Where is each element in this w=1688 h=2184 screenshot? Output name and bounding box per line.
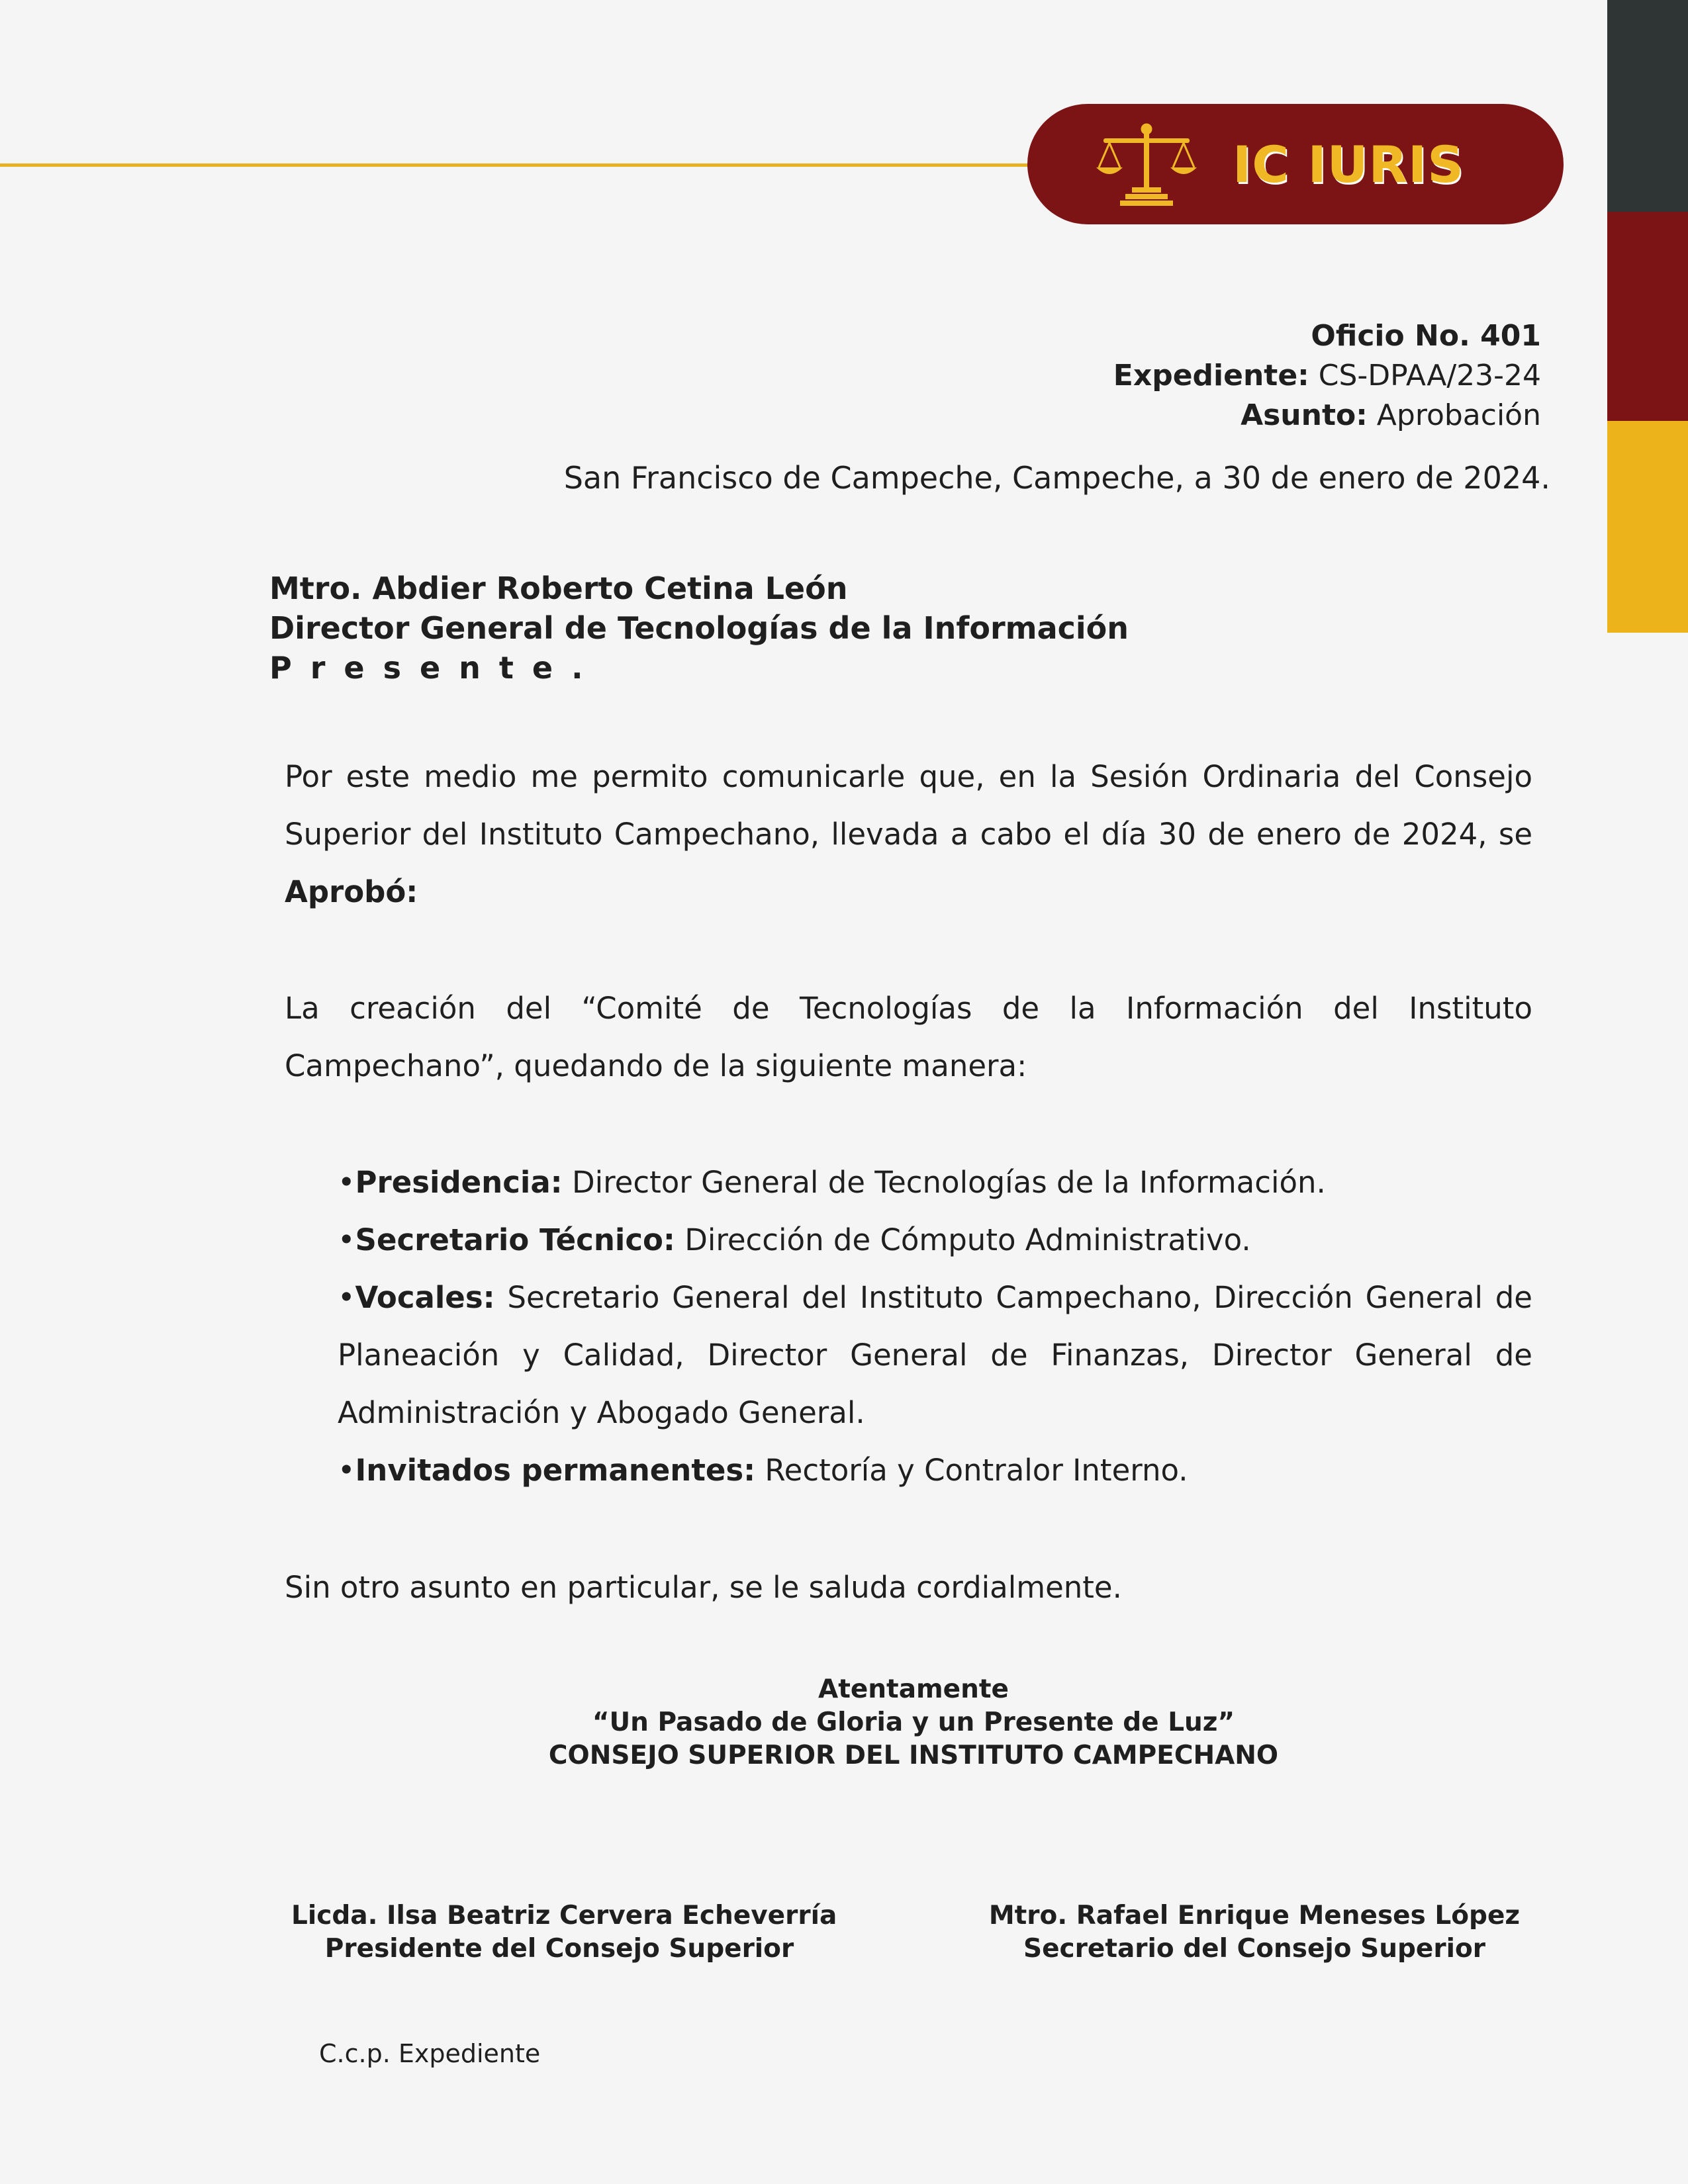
para1-text: Por este medio me permito comunicarle que, en la Sesión Ordinaria del Consejo Superior del Instituto Campechano, llevada a cabo el día 30 de enero de 2024, se (285, 759, 1532, 852)
signature-name-secretary: Mtro. Rafael Enrique Meneses López (988, 1901, 1521, 1931)
council-name: CONSEJO SUPERIOR DEL INSTITUTO CAMPECHANO (548, 1741, 1279, 1770)
motto: “Un Pasado de Gloria y un Presente de Luz” (592, 1707, 1235, 1737)
list-item: •Vocales: Secretario General del Instituto Campechano, Dirección General de Planeación y Calidad, Director General de Finanzas, Director General de Administración y Abogado General. (338, 1280, 1532, 1430)
oficio-number: Oficio No. 401 (1311, 319, 1541, 353)
presente: Presente. (269, 650, 602, 686)
asunto-line (1241, 398, 1541, 432)
scales-of-justice-icon (1094, 121, 1199, 207)
addressee-title: Director General de Tecnologías de la Información (269, 610, 1129, 646)
asunto-value: Aprobación (1367, 398, 1541, 432)
side-bar-dark (1607, 0, 1688, 212)
list-item: •Presidencia: Director General de Tecnologías de la Información. (338, 1165, 1326, 1200)
side-bar-maroon (1607, 212, 1688, 421)
signature-role-secretary: Secretario del Consejo Superior (1023, 1934, 1486, 1964)
para1-bold: Aprobó: (285, 874, 418, 909)
expediente-value: CS-DPAA/23-24 (1309, 359, 1541, 392)
signature-role-president: Presidente del Consejo Superior (324, 1934, 794, 1964)
expediente-line (1113, 359, 1541, 392)
body-paragraph-2: La creación del “Comité de Tecnologías de la Información del Instituto Campechano”, quedando de la siguiente manera: (285, 991, 1532, 1083)
signature-name-president: Licda. Ilsa Beatriz Cervera Echeverría (291, 1901, 837, 1931)
list-item: •Secretario Técnico: Dirección de Cómputo Administrativo. (338, 1222, 1251, 1257)
committee-list (338, 1154, 1532, 1499)
asunto-label: Asunto: (1241, 398, 1368, 432)
atentamente: Atentamente (818, 1674, 1009, 1704)
header-rule (0, 163, 1033, 167)
expediente-label: Expediente: (1113, 359, 1309, 392)
side-bar-yellow (1607, 421, 1688, 633)
brand-name: IC IURIS (1233, 134, 1465, 194)
body-paragraph-1 (285, 748, 1532, 921)
closing-line: Sin otro asunto en particular, se le saluda cordialmente. (285, 1570, 1122, 1605)
place-date: San Francisco de Campeche, Campeche, a 30 de enero de 2024. (563, 460, 1550, 496)
list-item: •Invitados permanentes: Rectoría y Contralor Interno. (338, 1453, 1188, 1488)
ccp-note: C.c.p. Expediente (319, 2039, 541, 2068)
addressee-name: Mtro. Abdier Roberto Cetina León (269, 570, 848, 606)
brand-logo (1027, 104, 1564, 224)
